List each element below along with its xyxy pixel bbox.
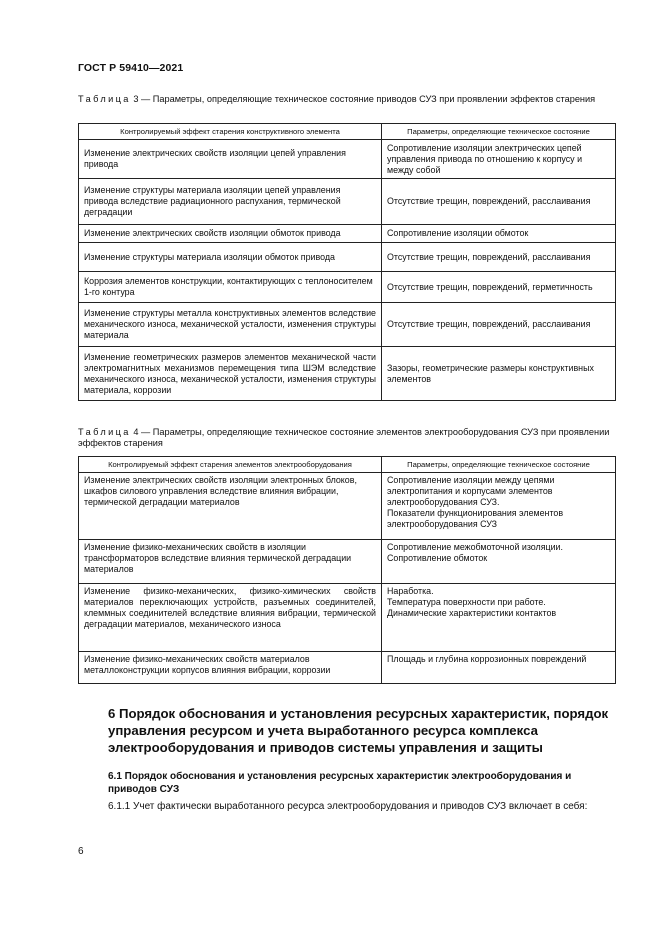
table3-effect-cell: Изменение структуры материала изоляции цепей управления привода вследствие радиационного распухания, термической деградации [79,179,382,225]
body-paragraph: 6.1.1 Учет фактически выработанного ресурса электрооборудования и приводов СУЗ включает в себя: [108,801,588,812]
table4-effect-cell: Изменение физико-механических свойств материалов металлоконструкции корпусов влияния вибрации, коррозии [79,652,382,684]
table-row [79,652,616,684]
table4-caption-label: Таблица [78,427,131,437]
table4-params-cell [382,584,616,652]
table3-params-cell: Отсутствие трещин, повреждений, расслаивания [382,243,616,272]
table4-param-line: Сопротивление изоляции между цепями электропитания и корпусами элементов электрооборудования СУЗ. [387,475,555,507]
table3-effect-cell: Изменение электрических свойств изоляции цепей управления привода [79,140,382,179]
table3 [78,123,616,401]
table-row [79,347,616,401]
table3-params-cell: Сопротивление изоляции обмоток [382,225,616,243]
table4-param-line: Динамические характеристики контактов [387,608,557,618]
table4-param-line: Температура поверхности при работе. [387,597,546,607]
table3-effect-cell: Изменение структуры материала изоляции обмоток привода [79,243,382,272]
table3-params-cell: Отсутствие трещин, повреждений, расслаивания [382,303,616,347]
table3-effect-cell: Изменение геометрических размеров элементов механической части электромагнитных механизмов перемещения типа ШЭМ вследствие механического износа, механической усталости, изменения структуры материала, коррозии [79,347,382,401]
table3-params-cell: Сопротивление изоляции электрических цепей управления привода по отношению к корпусу и между собой [382,140,616,179]
table-row [79,540,616,584]
table4-param-line: Показатели функционирования элементов электрооборудования СУЗ [387,508,564,529]
table4-caption [78,427,614,449]
table-row [79,179,616,225]
table3-effect-cell: Изменение электрических свойств изоляции обмоток привода [79,225,382,243]
table4-param-line: Наработка. [387,586,434,596]
table4-effect-cell: Изменение физико-механических свойств в изоляции трансформаторов вследствие влияния термической деградации материалов [79,540,382,584]
table3-caption-label: Таблица [78,94,131,104]
table3-caption-text: 3 — Параметры, определяющие техническое состояние приводов СУЗ при проявлении эффектов старения [133,94,596,104]
table4-effect-cell: Изменение электрических свойств изоляции электронных блоков, шкафов силового управления вследствие влияния вибрации, термической деградации материалов [79,473,382,540]
table3-params-cell: Зазоры, геометрические размеры конструктивных элементов [382,347,616,401]
table4 [78,456,616,684]
table3-effect-cell: Изменение структуры металла конструктивных элементов вследствие механического износа, механической усталости, изменения структуры материала [79,303,382,347]
page-number: 6 [78,846,84,857]
table3-caption [78,94,614,105]
table-row [79,473,616,540]
table-row [79,272,616,303]
subsection-heading: 6.1 Порядок обоснования и установления ресурсных характеристик электрооборудования и приводов СУЗ [108,771,572,795]
table3-col2-header: Параметры, определяющие техническое состояние [382,124,616,140]
document-code-header: ГОСТ Р 59410—2021 [78,62,184,74]
table4-col2-header: Параметры, определяющие техническое состояние [382,457,616,473]
table3-header-row [79,124,616,140]
table-row [79,225,616,243]
section-heading: 6 Порядок обоснования и установления ресурсных характеристик, порядок управления ресурсом и учета выработанного ресурса комплекса электрооборудования и приводов системы управления и защиты [108,706,609,755]
table3-params-cell: Отсутствие трещин, повреждений, герметичность [382,272,616,303]
table4-param-line: Площадь и глубина коррозионных повреждений [387,654,587,664]
table-row [79,243,616,272]
table4-header-row [79,457,616,473]
table-row [79,140,616,179]
table4-param-line: Сопротивление межобмоточной изоляции. [387,542,563,552]
table4-param-line: Сопротивление обмоток [387,553,488,563]
table3-col1-header: Контролируемый эффект старения конструктивного элемента [79,124,382,140]
table4-params-cell [382,540,616,584]
table-row [79,584,616,652]
table4-params-cell [382,473,616,540]
table4-caption-text: 4 — Параметры, определяющие техническое состояние элементов электрооборудования СУЗ при проявлении эффектов старения [78,427,610,448]
table-row [79,303,616,347]
table4-effect-cell: Изменение физико-механических, физико-химических свойств материалов переключающих устройств, разъемных соединителей, клеммных соединителей вследствие влияния вибрации, термической деградации материалов, механического износа [79,584,382,652]
table3-effect-cell: Коррозия элементов конструкции, контактирующих с теплоносителем 1-го контура [79,272,382,303]
table4-params-cell [382,652,616,684]
table4-col1-header: Контролируемый эффект старения элементов электрооборудования [79,457,382,473]
table3-params-cell: Отсутствие трещин, повреждений, расслаивания [382,179,616,225]
